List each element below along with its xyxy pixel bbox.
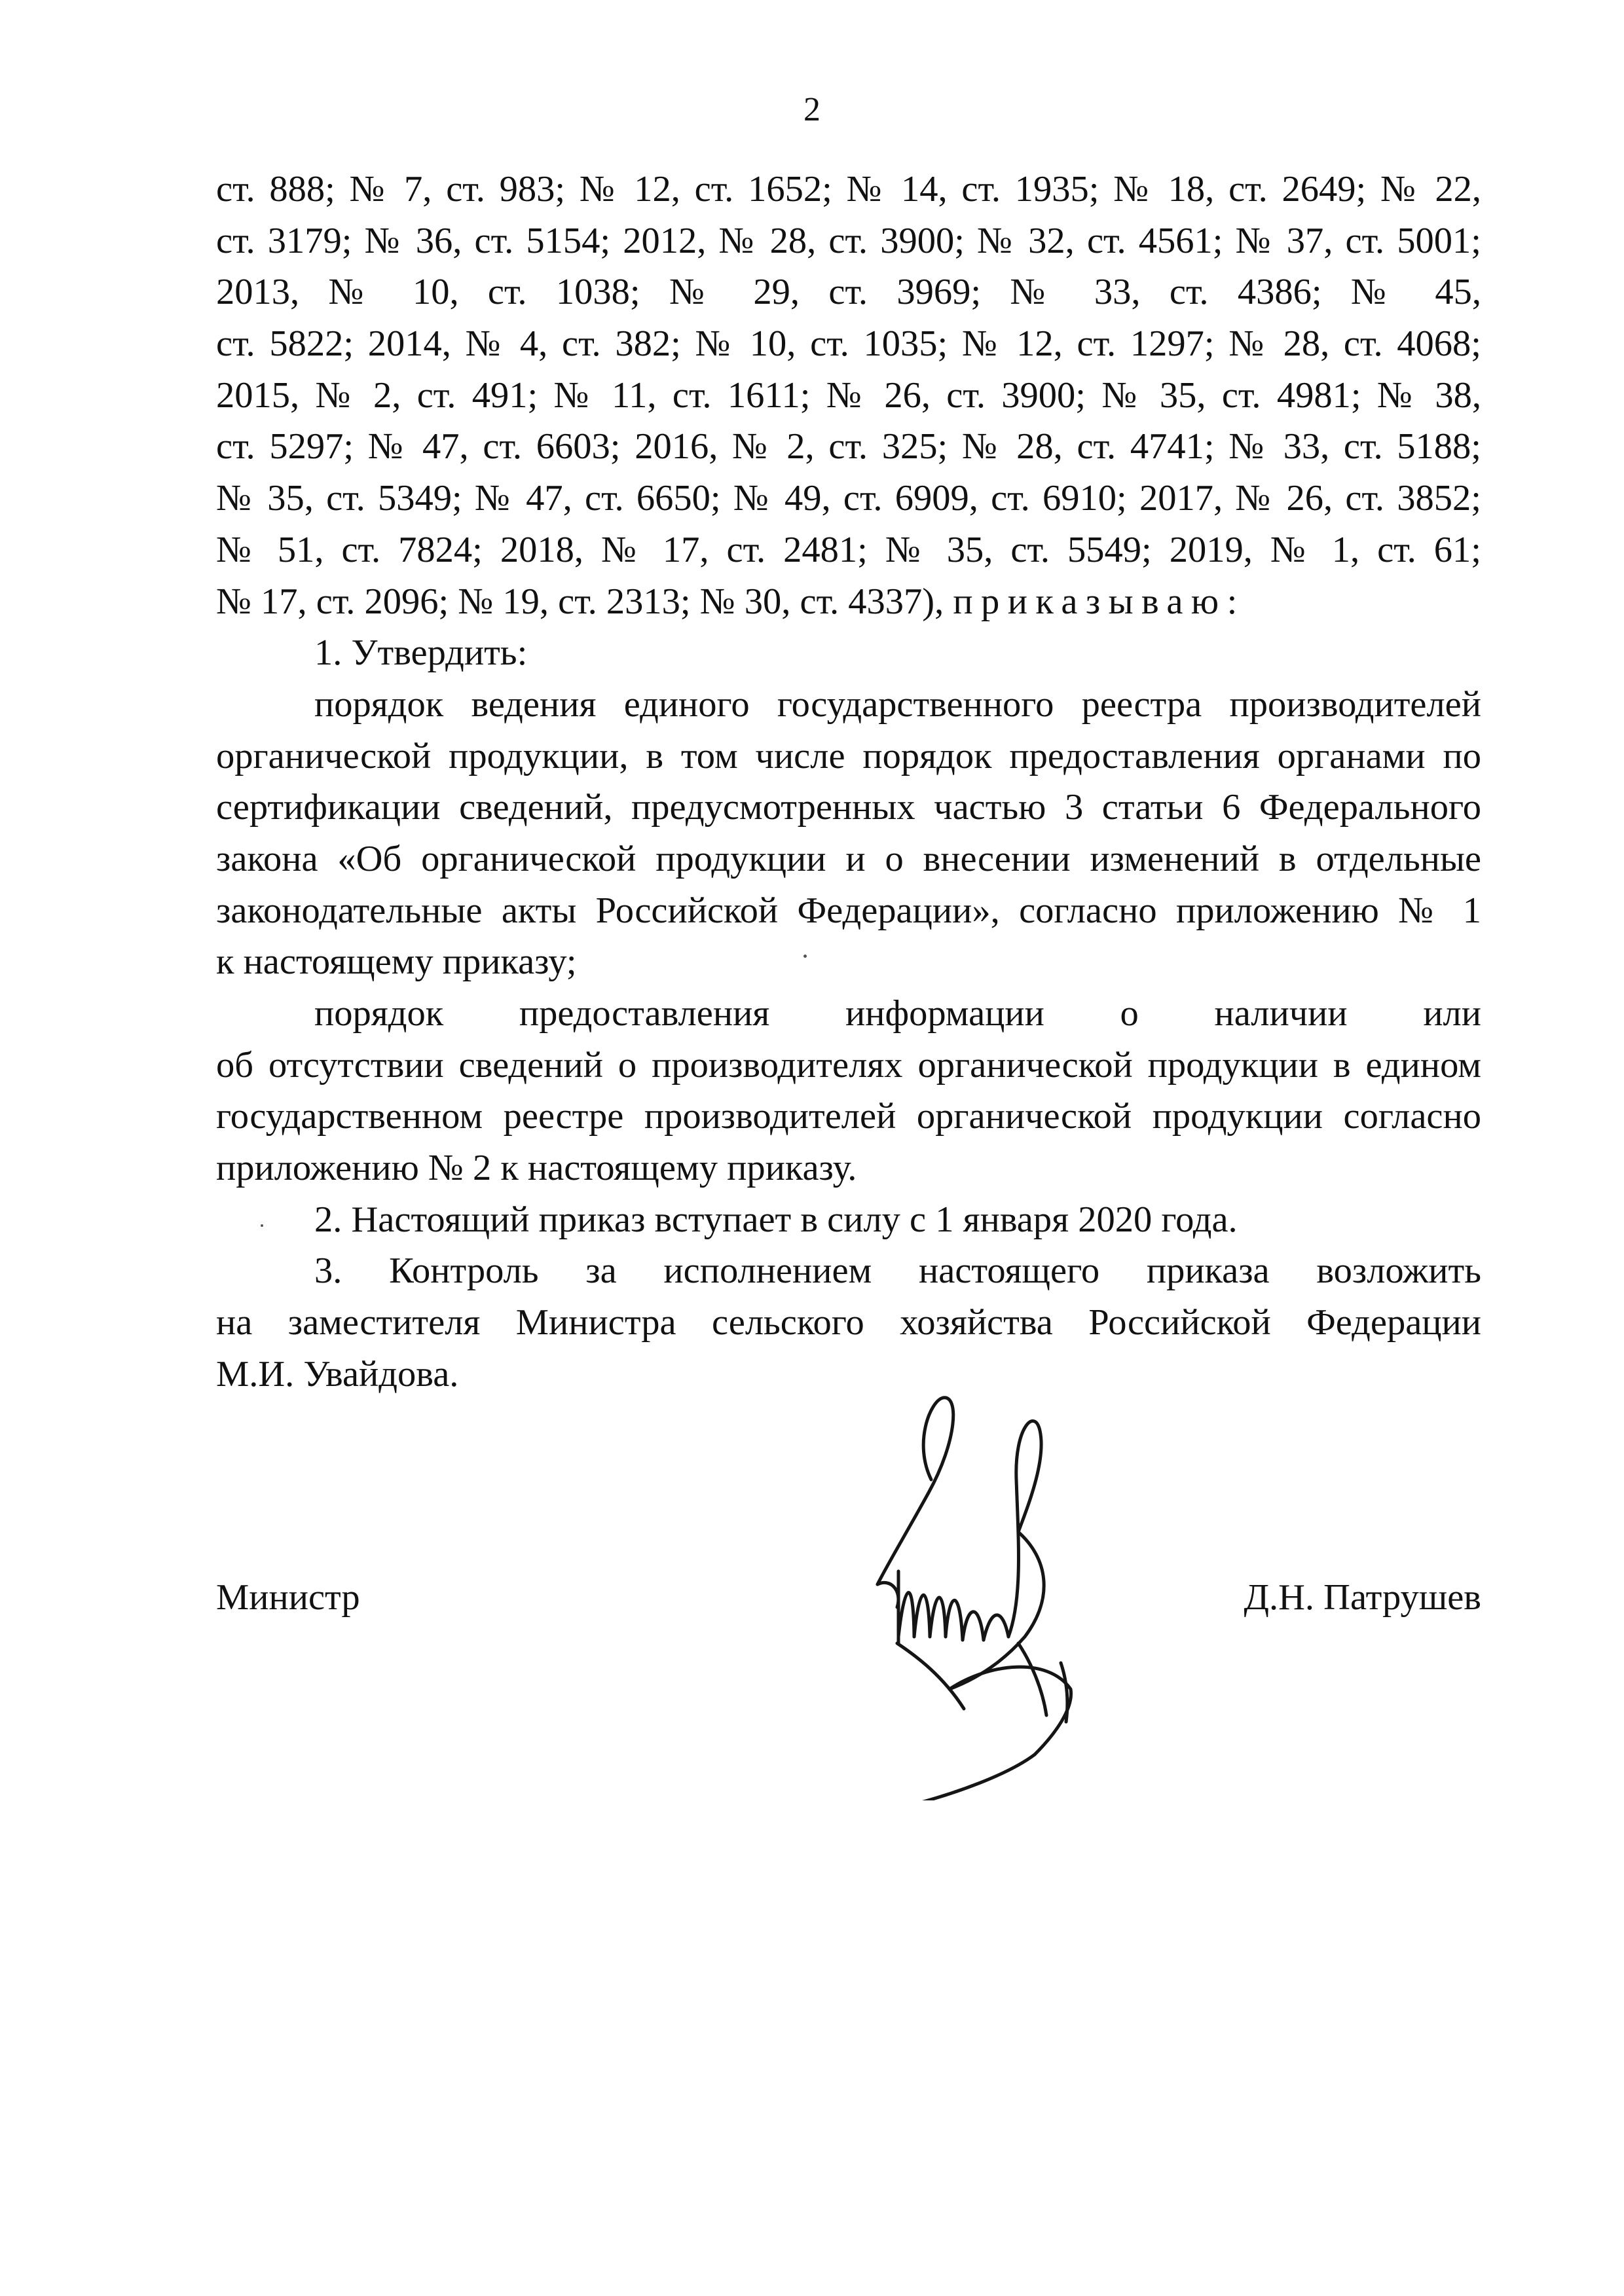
text-line: ст. 888; № 7, ст. 983; № 12, ст. 1652; № 14, ст. 1935; № 18, ст. 2649; № 22,: [216, 169, 1481, 210]
text-line: 2013, № 10, ст. 1038; № 29, ст. 3969; № 33, ст. 4386; № 45,: [216, 272, 1481, 313]
text-line: ст. 3179; № 36, ст. 5154; 2012, № 28, ст. 3900; № 32, ст. 4561; № 37, ст. 5001;: [216, 220, 1481, 261]
scan-artifact: [261, 1224, 263, 1227]
order-word: приказываю:: [953, 581, 1246, 622]
text-line: ст. 5297; № 47, ст. 6603; 2016, № 2, ст. 325; № 28, ст. 4741; № 33, ст. 5188;: [216, 426, 1481, 467]
text-line: № 35, ст. 5349; № 47, ст. 6650; № 49, ст. 6909, ст. 6910; 2017, № 26, ст. 3852;: [216, 478, 1481, 519]
citation-tail: № 17, ст. 2096; № 19, ст. 2313; № 30, ст. 4337),: [216, 581, 944, 622]
text-line: порядок предоставления информации о наличии или: [314, 993, 1481, 1034]
text-line: порядок ведения единого государственного реестра производителей: [314, 683, 1481, 725]
text-line: ст. 5822; 2014, № 4, ст. 382; № 10, ст. 1035; № 12, ст. 1297; № 28, ст. 4068;: [216, 323, 1481, 365]
document-body: [216, 164, 1481, 1400]
text-line: закона «Об органической продукции и о внесении изменений в отдельные: [216, 838, 1481, 879]
text-line: законодательные акты Российской Федерации», согласно приложению № 1: [216, 890, 1481, 931]
clause-1-heading: 1. Утвердить:: [314, 632, 528, 674]
clause-2: 2. Настоящий приказ вступает в силу с 1 января 2020 года.: [314, 1199, 1238, 1240]
text-line: органической продукции, в том числе порядок предоставления органами по: [216, 735, 1481, 776]
signature-block: [216, 1571, 1481, 1624]
text-line: М.И. Увайдова.: [216, 1353, 459, 1394]
text-line: приложению № 2 к настоящему приказу.: [216, 1148, 857, 1189]
text-line: государственном реестре производителей органической продукции согласно: [216, 1096, 1481, 1137]
text-line: на заместителя Министра сельского хозяйства Российской Федерации: [216, 1302, 1481, 1343]
page-number: 2: [803, 91, 821, 128]
text-line: № 51, ст. 7824; 2018, № 17, ст. 2481; № 35, ст. 5549; 2019, № 1, ст. 61;: [216, 529, 1481, 570]
text-line: 2015, № 2, ст. 491; № 11, ст. 1611; № 26, ст. 3900; № 35, ст. 4981; № 38,: [216, 374, 1481, 416]
text-line-with-order: [216, 576, 1481, 628]
signatory-title: Министр: [216, 1577, 360, 1618]
text-line: к настоящему приказу;: [216, 941, 577, 983]
clause-3: 3. Контроль за исполнением настоящего приказа возложить: [314, 1250, 1481, 1292]
text-line: сертификации сведений, предусмотренных частью 3 статьи 6 Федерального: [216, 787, 1481, 828]
text-line: об отсутствии сведений о производителях органической продукции в едином: [216, 1044, 1481, 1085]
scan-artifact: [803, 955, 807, 958]
signatory-name: Д.Н. Патрушев: [1244, 1577, 1481, 1618]
